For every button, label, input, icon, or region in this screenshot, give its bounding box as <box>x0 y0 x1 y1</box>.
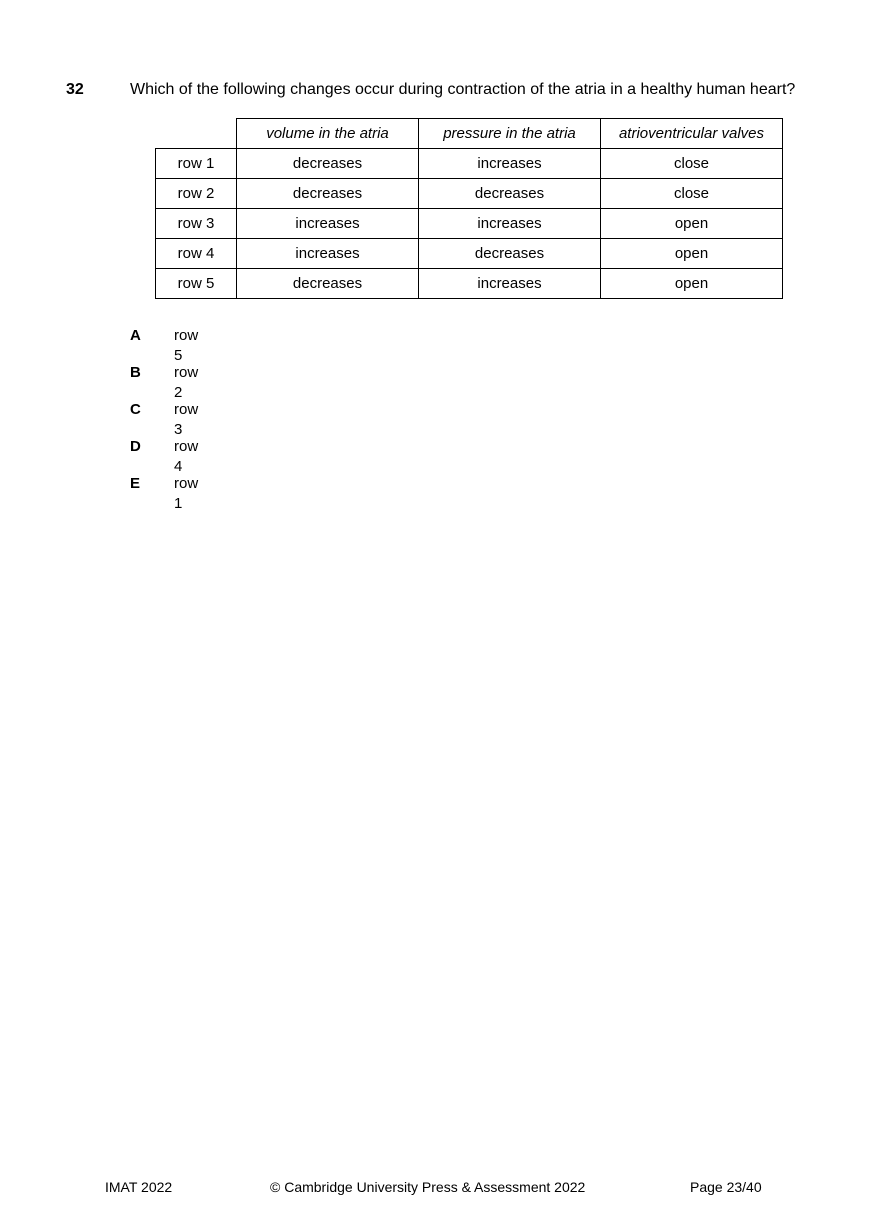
table-header-row <box>156 119 783 149</box>
table-cell: increases <box>419 209 601 239</box>
option-text: row 3 <box>174 401 199 438</box>
column-header-pressure: pressure in the atria <box>419 119 601 149</box>
row-label: row 2 <box>156 179 237 209</box>
table-cell: increases <box>237 209 419 239</box>
table-cell: close <box>601 179 783 209</box>
table-corner-cell <box>156 119 237 149</box>
row-label: row 1 <box>156 149 237 179</box>
table-cell: decreases <box>237 179 419 209</box>
table-cell: increases <box>419 269 601 299</box>
column-header-volume: volume in the atria <box>237 119 419 149</box>
table-cell: increases <box>419 149 601 179</box>
table-cell: decreases <box>237 269 419 299</box>
column-header-valves: atrioventricular valves <box>601 119 783 149</box>
table-cell: open <box>601 269 783 299</box>
table-cell: open <box>601 239 783 269</box>
table-cell: decreases <box>419 179 601 209</box>
table-cell: close <box>601 149 783 179</box>
option-text: row 1 <box>174 475 199 512</box>
table-row <box>156 239 783 269</box>
answer-table <box>155 118 783 299</box>
table-cell: decreases <box>419 239 601 269</box>
table-cell: decreases <box>237 149 419 179</box>
table-row <box>156 179 783 209</box>
option-letter: C <box>130 401 141 418</box>
option-letter: E <box>130 475 141 492</box>
option-text: row 5 <box>174 327 199 364</box>
footer-exam-name: IMAT 2022 <box>105 1179 173 1195</box>
option-text: row 4 <box>174 438 199 475</box>
row-label: row 3 <box>156 209 237 239</box>
option-letter: B <box>130 364 141 381</box>
table-cell: open <box>601 209 783 239</box>
question-number: 32 <box>66 81 84 98</box>
option-text: row 2 <box>174 364 199 401</box>
footer-copyright: © Cambridge University Press & Assessment 2022 <box>270 1179 586 1195</box>
table-cell: increases <box>237 239 419 269</box>
question-text: Which of the following changes occur during contraction of the atria in a healthy human heart? <box>130 81 796 98</box>
table-row <box>156 149 783 179</box>
row-label: row 4 <box>156 239 237 269</box>
option-letter: D <box>130 438 141 455</box>
table-row <box>156 209 783 239</box>
row-label: row 5 <box>156 269 237 299</box>
table-row <box>156 269 783 299</box>
footer-page-number: Page 23/40 <box>690 1179 762 1195</box>
option-letter: A <box>130 327 141 344</box>
